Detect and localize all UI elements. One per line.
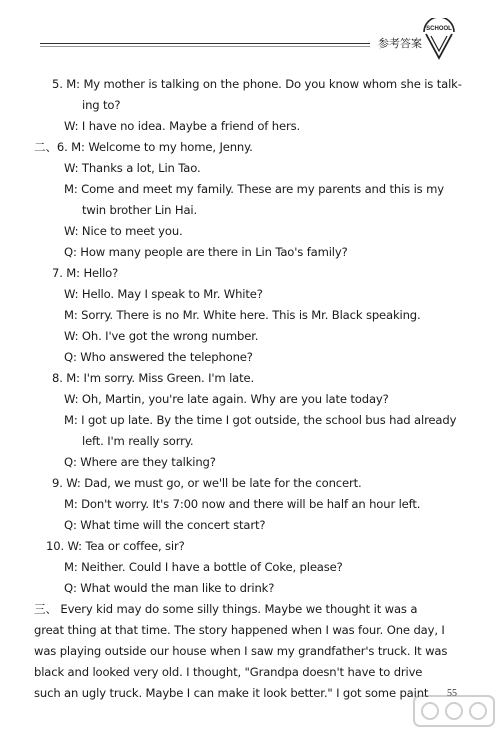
text-line: M: Don't worry. It's 7:00 now and there will be half an hour left. [64,497,421,511]
text-line: ing to? [82,98,121,112]
text-line: M: Come and meet my family. These are my parents and this is my [64,182,444,196]
school-logo-icon [420,18,458,60]
text-line: W: Nice to meet you. [64,224,183,238]
text-line: Q: Who answered the telephone? [64,350,253,364]
text-line: 三、 Every kid may do some silly things. Maybe we thought it was a [34,602,418,616]
text-line: 二、6. M: Welcome to my home, Jenny. [34,140,253,154]
text-line: W: Thanks a lot, Lin Tao. [64,161,201,175]
text-line: such an ugly truck. Maybe I can make it look better." I got some paint [34,686,429,700]
header-rule-thin [40,46,370,47]
watermark-icon [410,690,498,732]
text-line: black and looked very old. I thought, "Grandpa doesn't have to drive [34,665,423,679]
text-line: W: I have no idea. Maybe a friend of hers. [64,119,300,133]
text-line: 9. W: Dad, we must go, or we'll be late for the concert. [52,476,362,490]
header-rule [40,43,370,44]
text-line: W: Hello. May I speak to Mr. White? [64,287,263,301]
header-title: 参考答案 [378,37,422,50]
text-line: M: Sorry. There is no Mr. White here. This is Mr. Black speaking. [64,308,421,322]
text-line: M: Neither. Could I have a bottle of Coke, please? [64,560,343,574]
text-line: great thing at that time. The story happened when I was four. One day, I [34,623,445,637]
text-line: Q: Where are they talking? [64,455,216,469]
page-number: 55 [447,688,457,699]
text-line: left. I'm really sorry. [82,434,194,448]
text-line: 10. W: Tea or coffee, sir? [46,539,185,553]
text-line: W: Oh. I've got the wrong number. [64,329,259,343]
text-line: M: I got up late. By the time I got outside, the school bus had already [64,413,457,427]
text-line: Q: What time will the concert start? [64,518,266,532]
school-logo-text: SCHOOL [426,26,452,32]
text-line: 7. M: Hello? [52,266,119,280]
text-line: 5. M: My mother is talking on the phone. Do you know whom she is talk- [52,77,462,91]
text-line: W: Oh, Martin, you're late again. Why are you late today? [64,392,389,406]
text-line: 8. M: I'm sorry. Miss Green. I'm late. [52,371,255,385]
text-line: twin brother Lin Hai. [82,203,198,217]
text-line: was playing outside our house when I saw my grandfather's truck. It was [34,644,448,658]
text-line: Q: What would the man like to drink? [64,581,275,595]
text-line: Q: How many people are there in Lin Tao's family? [64,245,348,259]
